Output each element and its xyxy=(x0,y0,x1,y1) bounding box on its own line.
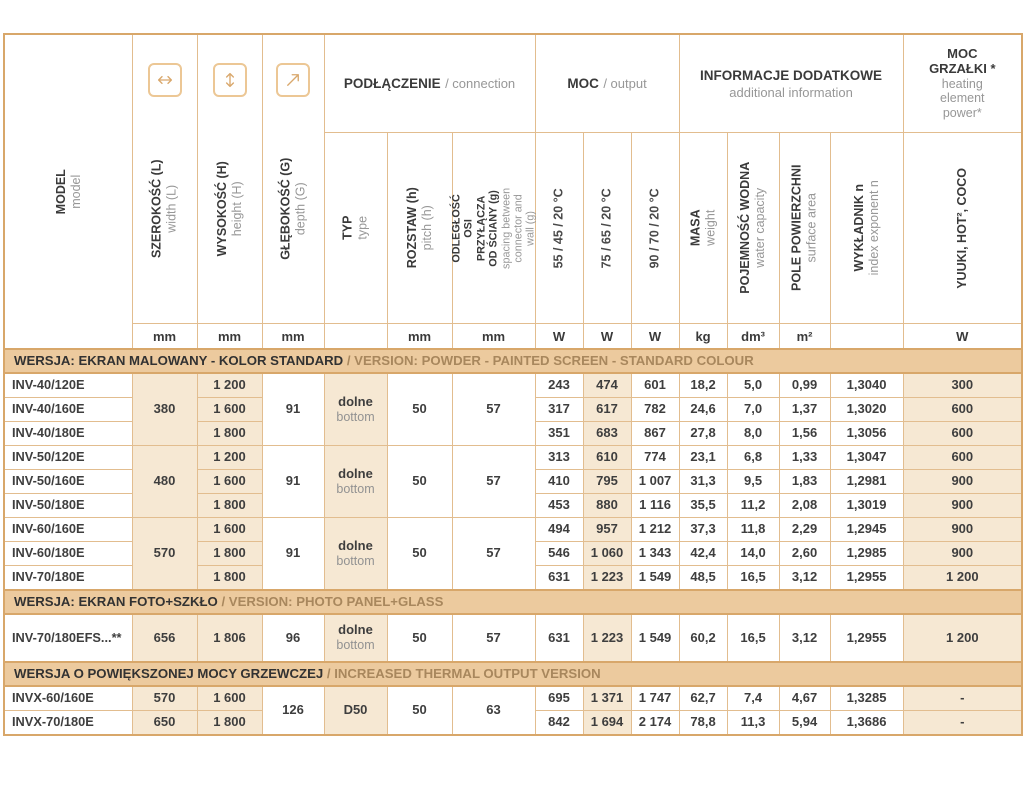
data-cell: 27,8 xyxy=(679,422,727,446)
data-cell: 1 200 xyxy=(197,446,262,470)
data-cell: 494 xyxy=(535,518,583,542)
data-cell: 1,2955 xyxy=(830,566,903,591)
data-cell: 48,5 xyxy=(679,566,727,591)
data-cell: 1 800 xyxy=(197,542,262,566)
data-cell: 6,8 xyxy=(727,446,779,470)
data-cell: 7,0 xyxy=(727,398,779,422)
unit-cell: W xyxy=(583,324,631,350)
data-cell: 1 747 xyxy=(631,686,679,711)
unit-cell-diagonal xyxy=(324,324,387,350)
data-cell: 50 xyxy=(387,686,452,735)
data-cell: 243 xyxy=(535,373,583,398)
data-cell: 795 xyxy=(583,470,631,494)
table-row xyxy=(4,446,1022,470)
data-cell: 60,2 xyxy=(679,614,727,662)
data-cell: 3,12 xyxy=(779,566,830,591)
data-cell: 410 xyxy=(535,470,583,494)
model-label: MODEL model xyxy=(53,168,83,215)
column-header-heater-brands: YUUKI, HOT², COCO xyxy=(903,133,1022,324)
unit-cell: dm³ xyxy=(727,324,779,350)
data-cell: 18,2 xyxy=(679,373,727,398)
data-cell: 1,83 xyxy=(779,470,830,494)
data-cell: 11,3 xyxy=(727,711,779,736)
section-header: WERSJA: EKRAN MALOWANY - KOLOR STANDARD / VERSION: POWDER - PAINTED SCREEN - STANDARD COLOUR xyxy=(4,349,1022,373)
model-cell: INV-40/120E xyxy=(4,373,132,398)
data-cell: 1 800 xyxy=(197,711,262,736)
data-cell: 50 xyxy=(387,446,452,518)
data-cell: dolne bottom xyxy=(324,518,387,591)
column-header-wall-spacing: ODLEGŁOŚĆ OSI PRZYŁĄCZA OD ŚCIANY (g) spacing between connector and wall (g) xyxy=(452,133,535,324)
data-cell: 1 600 xyxy=(197,686,262,711)
group-header-heater-power: MOC GRZAŁKI * heating element power* xyxy=(903,34,1022,133)
data-cell: 600 xyxy=(903,398,1022,422)
data-cell: 5,94 xyxy=(779,711,830,736)
data-cell: 317 xyxy=(535,398,583,422)
model-cell: INV-40/160E xyxy=(4,398,132,422)
data-cell: 900 xyxy=(903,494,1022,518)
data-cell: 1 200 xyxy=(903,566,1022,591)
data-cell: 2,08 xyxy=(779,494,830,518)
data-cell: dolne bottom xyxy=(324,614,387,662)
data-cell: 50 xyxy=(387,518,452,591)
data-cell: 782 xyxy=(631,398,679,422)
data-cell: 631 xyxy=(535,566,583,591)
data-cell: 453 xyxy=(535,494,583,518)
data-cell: 3,12 xyxy=(779,614,830,662)
data-cell: 1 600 xyxy=(197,398,262,422)
model-cell: INVX-70/180E xyxy=(4,711,132,736)
data-cell: 1 007 xyxy=(631,470,679,494)
unit-cell: mm xyxy=(262,324,324,350)
data-cell: dolne bottom xyxy=(324,373,387,446)
data-cell: 91 xyxy=(262,446,324,518)
data-cell: 24,6 xyxy=(679,398,727,422)
table-body xyxy=(4,349,1022,735)
data-cell: 900 xyxy=(903,518,1022,542)
data-cell: 610 xyxy=(583,446,631,470)
unit-cell: W xyxy=(535,324,583,350)
data-cell: 1 200 xyxy=(197,373,262,398)
data-cell: 57 xyxy=(452,614,535,662)
data-cell: 546 xyxy=(535,542,583,566)
group-header-additional-info: INFORMACJE DODATKOWE additional information xyxy=(679,34,903,133)
data-cell: 1,2981 xyxy=(830,470,903,494)
unit-cell: kg xyxy=(679,324,727,350)
column-header-output-55: 55 / 45 / 20 °C xyxy=(535,133,583,324)
data-cell: 474 xyxy=(583,373,631,398)
data-cell: 570 xyxy=(132,518,197,591)
data-cell: 1 116 xyxy=(631,494,679,518)
section-header: WERSJA: EKRAN FOTO+SZKŁO / VERSION: PHOTO PANEL+GLASS xyxy=(4,590,1022,614)
table-row xyxy=(4,614,1022,662)
data-cell: 650 xyxy=(132,711,197,736)
data-cell: 126 xyxy=(262,686,324,735)
data-cell: 480 xyxy=(132,446,197,518)
data-cell: 7,4 xyxy=(727,686,779,711)
data-cell: 683 xyxy=(583,422,631,446)
model-cell: INV-60/180E xyxy=(4,542,132,566)
data-cell: 91 xyxy=(262,518,324,591)
data-cell: 50 xyxy=(387,614,452,662)
data-cell: 1 549 xyxy=(631,614,679,662)
width-arrow-icon xyxy=(148,63,182,97)
unit-cell: mm xyxy=(452,324,535,350)
data-cell: 1,33 xyxy=(779,446,830,470)
unit-cell: mm xyxy=(197,324,262,350)
data-cell: 78,8 xyxy=(679,711,727,736)
data-cell: 867 xyxy=(631,422,679,446)
section-header-row xyxy=(4,590,1022,614)
data-cell: 1,2955 xyxy=(830,614,903,662)
data-cell: 1,37 xyxy=(779,398,830,422)
data-cell: 1,2945 xyxy=(830,518,903,542)
unit-cell: mm xyxy=(132,324,197,350)
data-cell: 35,5 xyxy=(679,494,727,518)
data-cell: 380 xyxy=(132,373,197,446)
model-cell: INVX-60/160E xyxy=(4,686,132,711)
data-cell: 900 xyxy=(903,542,1022,566)
data-cell: 1,56 xyxy=(779,422,830,446)
section-header-row xyxy=(4,349,1022,373)
data-cell: 1 600 xyxy=(197,518,262,542)
data-cell: 16,5 xyxy=(727,566,779,591)
data-cell: 1 800 xyxy=(197,566,262,591)
data-cell: 1 060 xyxy=(583,542,631,566)
data-cell: 1,3040 xyxy=(830,373,903,398)
data-cell: 351 xyxy=(535,422,583,446)
data-cell: 5,0 xyxy=(727,373,779,398)
data-cell: 57 xyxy=(452,518,535,591)
data-cell: 631 xyxy=(535,614,583,662)
section-header: WERSJA O POWIĘKSZONEJ MOCY GRZEWCZEJ / INCREASED THERMAL OUTPUT VERSION xyxy=(4,662,1022,686)
data-cell: 16,5 xyxy=(727,614,779,662)
data-cell: 31,3 xyxy=(679,470,727,494)
data-cell: 1 600 xyxy=(197,470,262,494)
data-cell: 2,29 xyxy=(779,518,830,542)
data-cell: 2,60 xyxy=(779,542,830,566)
data-cell: 1 200 xyxy=(903,614,1022,662)
data-cell: 50 xyxy=(387,373,452,446)
data-cell: 617 xyxy=(583,398,631,422)
column-header-surface-area: POLE POWIERZCHNI surface area xyxy=(779,133,830,324)
data-cell: 1 806 xyxy=(197,614,262,662)
column-header-index-exponent: WYKŁADNIK n index exponent n xyxy=(830,133,903,324)
column-header-depth: GŁĘBOKOŚĆ (G) depth (G) xyxy=(262,34,324,324)
data-cell: 300 xyxy=(903,373,1022,398)
data-cell: 4,67 xyxy=(779,686,830,711)
data-cell: 8,0 xyxy=(727,422,779,446)
model-cell: INV-50/120E xyxy=(4,446,132,470)
data-cell: - xyxy=(903,711,1022,736)
data-cell: 842 xyxy=(535,711,583,736)
column-header-height: WYSOKOŚĆ (H) height (H) xyxy=(197,34,262,324)
group-header-connection: PODŁĄCZENIE / connection xyxy=(324,34,535,133)
data-cell: - xyxy=(903,686,1022,711)
model-cell: INV-70/180EFS...** xyxy=(4,614,132,662)
data-cell: 600 xyxy=(903,422,1022,446)
data-cell: 9,5 xyxy=(727,470,779,494)
data-cell: 37,3 xyxy=(679,518,727,542)
units-row xyxy=(4,324,1022,350)
table-row xyxy=(4,518,1022,542)
data-cell: 1 800 xyxy=(197,494,262,518)
data-cell: 1 223 xyxy=(583,566,631,591)
unit-cell: m² xyxy=(779,324,830,350)
unit-cell-diagonal xyxy=(830,324,903,350)
data-cell: 42,4 xyxy=(679,542,727,566)
column-header-water-capacity: POJEMNOŚĆ WODNA water capacity xyxy=(727,133,779,324)
data-cell: 57 xyxy=(452,373,535,446)
data-cell: D50 xyxy=(324,686,387,735)
column-header-model xyxy=(4,34,132,349)
data-cell: 695 xyxy=(535,686,583,711)
unit-cell: W xyxy=(903,324,1022,350)
data-cell: 1,3686 xyxy=(830,711,903,736)
data-cell: 57 xyxy=(452,446,535,518)
data-cell: 62,7 xyxy=(679,686,727,711)
data-cell: 11,2 xyxy=(727,494,779,518)
data-cell: 601 xyxy=(631,373,679,398)
data-cell: 0,99 xyxy=(779,373,830,398)
data-cell: 880 xyxy=(583,494,631,518)
data-cell: 900 xyxy=(903,470,1022,494)
data-cell: 1 371 xyxy=(583,686,631,711)
unit-cell: W xyxy=(631,324,679,350)
data-cell: 63 xyxy=(452,686,535,735)
data-cell: 774 xyxy=(631,446,679,470)
data-cell: 1 800 xyxy=(197,422,262,446)
column-header-weight: MASA weight xyxy=(679,133,727,324)
column-header-width: SZEROKOŚĆ (L) width (L) xyxy=(132,34,197,324)
data-cell: 957 xyxy=(583,518,631,542)
height-arrow-icon xyxy=(213,63,247,97)
data-cell: dolne bottom xyxy=(324,446,387,518)
model-cell: INV-40/180E xyxy=(4,422,132,446)
data-cell: 1 212 xyxy=(631,518,679,542)
data-cell: 23,1 xyxy=(679,446,727,470)
data-cell: 313 xyxy=(535,446,583,470)
data-cell: 1,3047 xyxy=(830,446,903,470)
data-cell: 14,0 xyxy=(727,542,779,566)
column-header-output-75: 75 / 65 / 20 °C xyxy=(583,133,631,324)
data-cell: 1 549 xyxy=(631,566,679,591)
column-header-pitch: ROZSTAW (h) pitch (h) xyxy=(387,133,452,324)
spec-table xyxy=(3,33,1023,736)
data-cell: 1,3285 xyxy=(830,686,903,711)
data-cell: 2 174 xyxy=(631,711,679,736)
group-header-output: MOC / output xyxy=(535,34,679,133)
data-cell: 1 343 xyxy=(631,542,679,566)
column-header-type: TYP type xyxy=(324,133,387,324)
model-cell: INV-70/180E xyxy=(4,566,132,591)
data-cell: 570 xyxy=(132,686,197,711)
model-cell: INV-50/160E xyxy=(4,470,132,494)
table-row xyxy=(4,686,1022,711)
data-cell: 600 xyxy=(903,446,1022,470)
data-cell: 1 223 xyxy=(583,614,631,662)
data-cell: 11,8 xyxy=(727,518,779,542)
data-cell: 1,3020 xyxy=(830,398,903,422)
table-header xyxy=(4,34,1022,349)
data-cell: 1,3056 xyxy=(830,422,903,446)
unit-cell: mm xyxy=(387,324,452,350)
section-header-row xyxy=(4,662,1022,686)
data-cell: 96 xyxy=(262,614,324,662)
model-cell: INV-60/160E xyxy=(4,518,132,542)
data-cell: 91 xyxy=(262,373,324,446)
data-cell: 1,3019 xyxy=(830,494,903,518)
depth-arrow-icon xyxy=(276,63,310,97)
table-row xyxy=(4,373,1022,398)
data-cell: 656 xyxy=(132,614,197,662)
data-cell: 1,2985 xyxy=(830,542,903,566)
model-cell: INV-50/180E xyxy=(4,494,132,518)
data-cell: 1 694 xyxy=(583,711,631,736)
column-header-output-90: 90 / 70 / 20 °C xyxy=(631,133,679,324)
